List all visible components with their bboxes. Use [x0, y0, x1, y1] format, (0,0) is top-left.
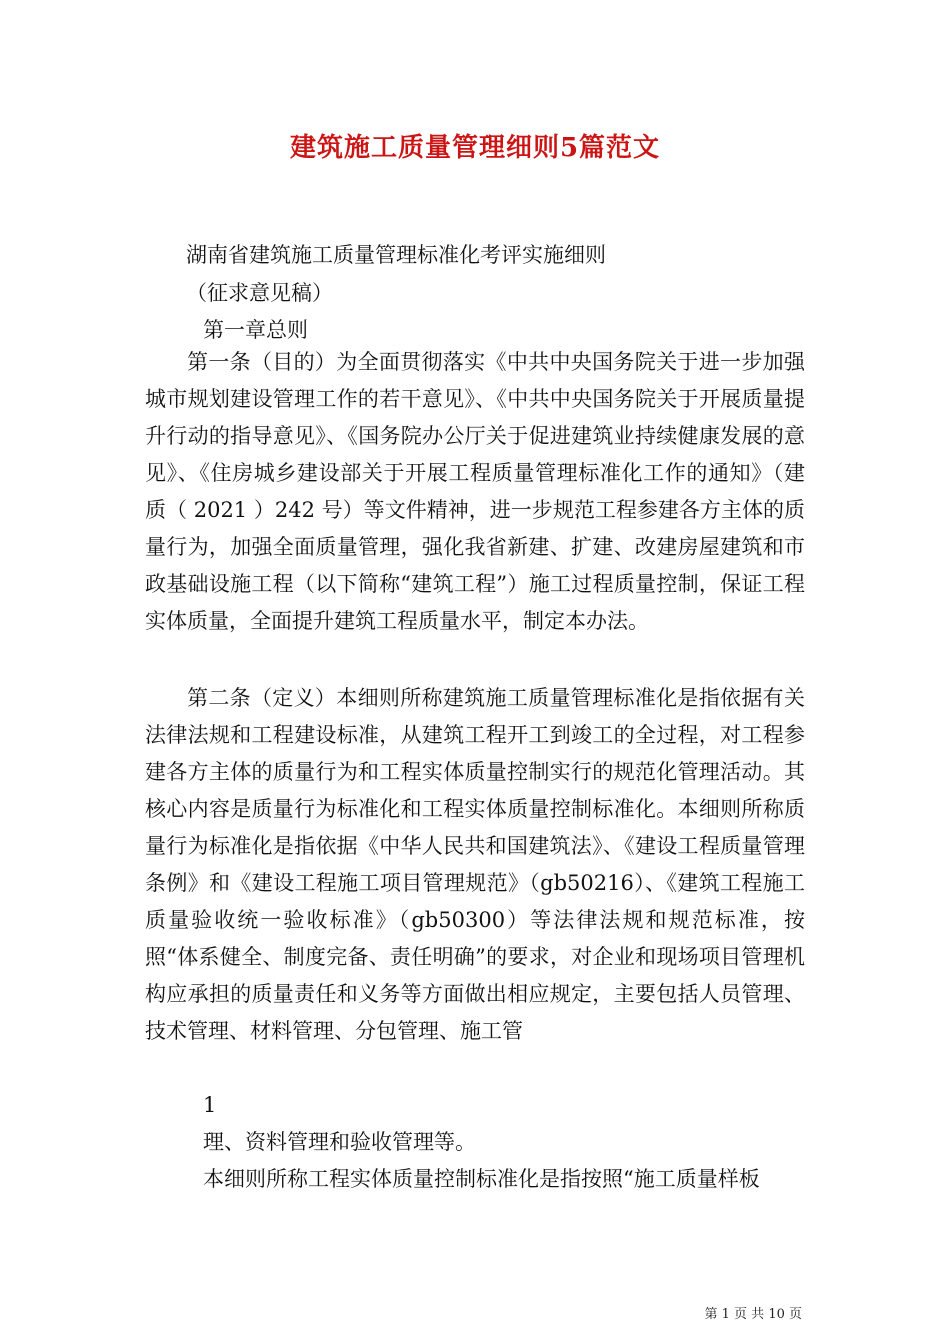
page-marker: 1 [203, 1093, 217, 1117]
continuation-text: 理、资料管理和验收管理等。 [203, 1130, 476, 1154]
article-2 [145, 680, 805, 1050]
page-footer: 第 1 页 共 10 页 [704, 1307, 802, 1322]
article-3-start: 本细则所称工程实体质量控制标准化是指按照“施工质量样板 [203, 1167, 760, 1191]
article-2-text: 第二条（定义）本细则所称建筑施工质量管理标准化是指依据有关法律法规和工程建设标准，从建筑工程开工到竣工的全过程，对工程参建各方主体的质量行为和工程实体质量控制实行的规范化管理活动。其核心内容是质量行为标准化和工程实体质量控制标准化。本细则所称质量行为标准化是指依据《中华人民共和国建筑法》、《建设工程质量管理条例》和《建设工程施工项目管理规范》（gb50216）、《建筑工程施工质量验收统一验收标准》（gb50300）等法律法规和规范标准，按照“体系健全、制度完备、责任明确”的要求，对企业和现场项目管理机构应承担的质量责任和义务等方面做出相应规定，主要包括人员管理、技术管理、材料管理、分包管理、施工管 [145, 686, 805, 1043]
chapter-heading: 第一章总则 [203, 318, 308, 342]
draft-note: （征求意见稿） [186, 281, 333, 305]
document-subtitle: 湖南省建筑施工质量管理标准化考评实施细则 [186, 243, 606, 267]
article-1 [145, 344, 805, 640]
article-1-text: 第一条（目的）为全面贯彻落实《中共中央国务院关于进一步加强城市规划建设管理工作的若干意见》、《中共中央国务院关于开展质量提升行动的指导意见》、《国务院办公厅关于促进建筑业持续健康发展的意见》、《住房城乡建设部关于开展工程质量管理标准化工作的通知》（建质（ 2021 ）242 号）等文件精神，进一步规范工程参建各方主体的质量行为，加强全面质量管理，强化我省新建、扩建、改建房屋建筑和市政基础设施工程（以下简称“建筑工程”）施工过程质量控制，保证工程实体质量，全面提升建筑工程质量水平，制定本办法。 [145, 350, 805, 633]
document-title: 建筑施工质量管理细则5篇范文 [289, 133, 661, 163]
